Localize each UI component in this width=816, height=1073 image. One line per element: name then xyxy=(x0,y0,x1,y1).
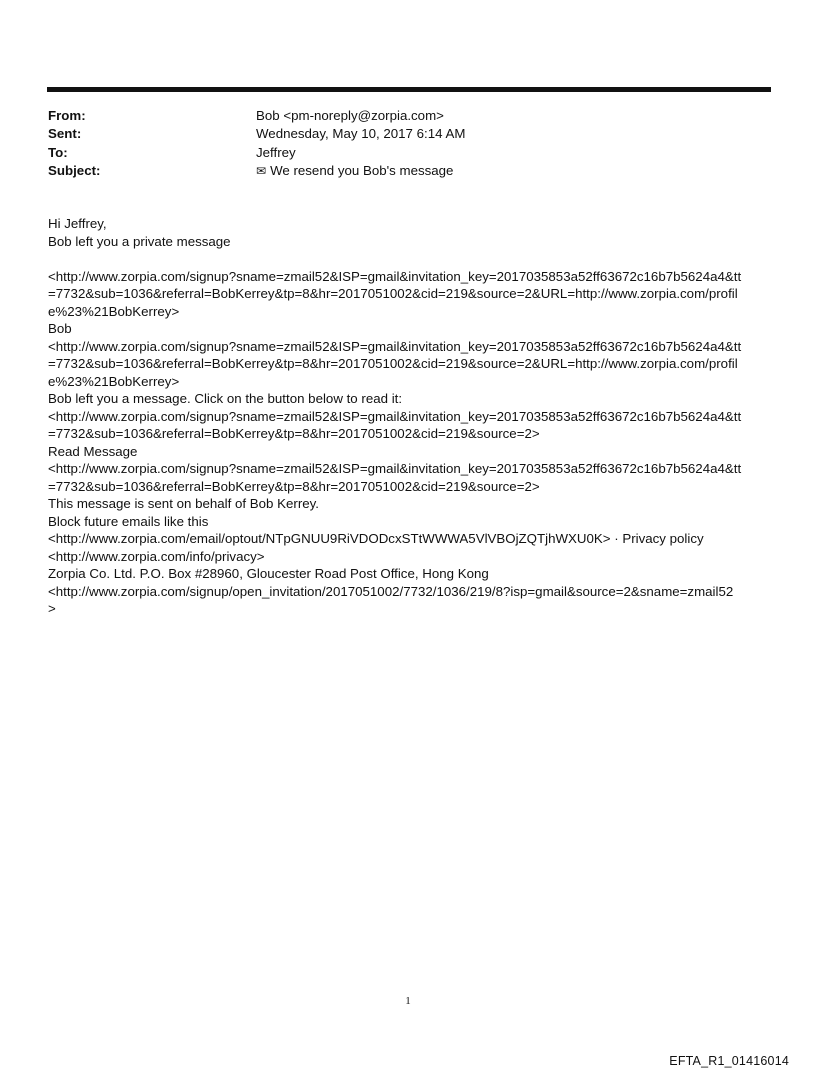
body-line: <http://www.zorpia.com/signup?sname=zmail52&ISP=gmail&invitation_key=2017035853a52ff63672c16b7b5624a4&tt xyxy=(48,408,742,424)
body-line: <http://www.zorpia.com/signup?sname=zmail52&ISP=gmail&invitation_key=2017035853a52ff63672c16b7b5624a4&tt xyxy=(48,268,742,284)
body-line: Bob xyxy=(48,321,72,336)
body-line: =7732&sub=1036&referral=BobKerrey&tp=8&hr=2017051002&cid=219&source=2> xyxy=(48,478,540,494)
document-id: EFTA_R1_01416014 xyxy=(669,1054,789,1068)
email-header xyxy=(48,107,768,181)
body-lines xyxy=(48,268,770,618)
body-line: e%23%21BobKerrey> xyxy=(48,303,180,319)
page-number: 1 xyxy=(405,995,411,1007)
body-line: =7732&sub=1036&referral=BobKerrey&tp=8&hr=2017051002&cid=219&source=2&URL=http://www.zorpia.com/profil xyxy=(48,356,738,371)
to-value: Jeffrey xyxy=(256,144,296,160)
body-line: =7732&sub=1036&referral=BobKerrey&tp=8&hr=2017051002&cid=219&source=2> xyxy=(48,426,540,441)
to-row xyxy=(48,144,768,162)
subject-label: Subject: xyxy=(48,163,101,179)
subject-value-wrap xyxy=(256,162,768,180)
header-rule xyxy=(47,87,771,92)
to-label: To: xyxy=(48,144,68,160)
body-line: e%23%21BobKerrey> xyxy=(48,373,180,389)
body-line: <http://www.zorpia.com/email/optout/NTpGNUU9RiVDODcxSTtWWWA5VlVBOjZQTjhWXU0K> · Privacy policy xyxy=(48,531,704,546)
body-line: Bob left you a message. Click on the button below to read it: xyxy=(48,391,403,406)
sent-value: Wednesday, May 10, 2017 6:14 AM xyxy=(256,126,466,142)
email-body xyxy=(48,215,770,618)
body-line: <http://www.zorpia.com/signup?sname=zmail52&ISP=gmail&invitation_key=2017035853a52ff63672c16b7b5624a4&tt xyxy=(48,461,742,476)
from-label: From: xyxy=(48,108,86,123)
subject-value: We resend you Bob's message xyxy=(270,163,454,179)
sent-row xyxy=(48,125,768,143)
body-line: This message is sent on behalf of Bob Kerrey. xyxy=(48,496,320,511)
from-row xyxy=(48,107,768,125)
subject-row xyxy=(48,162,768,180)
paragraph-gap xyxy=(48,250,770,268)
body-line: <http://www.zorpia.com/signup/open_invitation/2017051002/7732/1036/219/8?isp=gmail&source=2&sname=zmail52 xyxy=(48,583,734,599)
from-value: Bob <pm-noreply@zorpia.com> xyxy=(256,108,444,123)
envelope-icon: ✉ xyxy=(256,164,267,179)
intro-line: Bob left you a private message xyxy=(48,233,231,249)
body-line: <http://www.zorpia.com/signup?sname=zmail52&ISP=gmail&invitation_key=2017035853a52ff63672c16b7b5624a4&tt xyxy=(48,338,742,354)
greeting: Hi Jeffrey, xyxy=(48,216,107,231)
body-line: > xyxy=(48,601,56,616)
body-line: =7732&sub=1036&referral=BobKerrey&tp=8&hr=2017051002&cid=219&source=2&URL=http://www.zorpia.com/profil xyxy=(48,286,738,301)
body-line: <http://www.zorpia.com/info/privacy> xyxy=(48,548,265,564)
body-line: Zorpia Co. Ltd. P.O. Box #28960, Gloucester Road Post Office, Hong Kong xyxy=(48,566,489,581)
body-line: Read Message xyxy=(48,443,138,459)
body-line: Block future emails like this xyxy=(48,513,209,529)
sent-label: Sent: xyxy=(48,126,82,142)
